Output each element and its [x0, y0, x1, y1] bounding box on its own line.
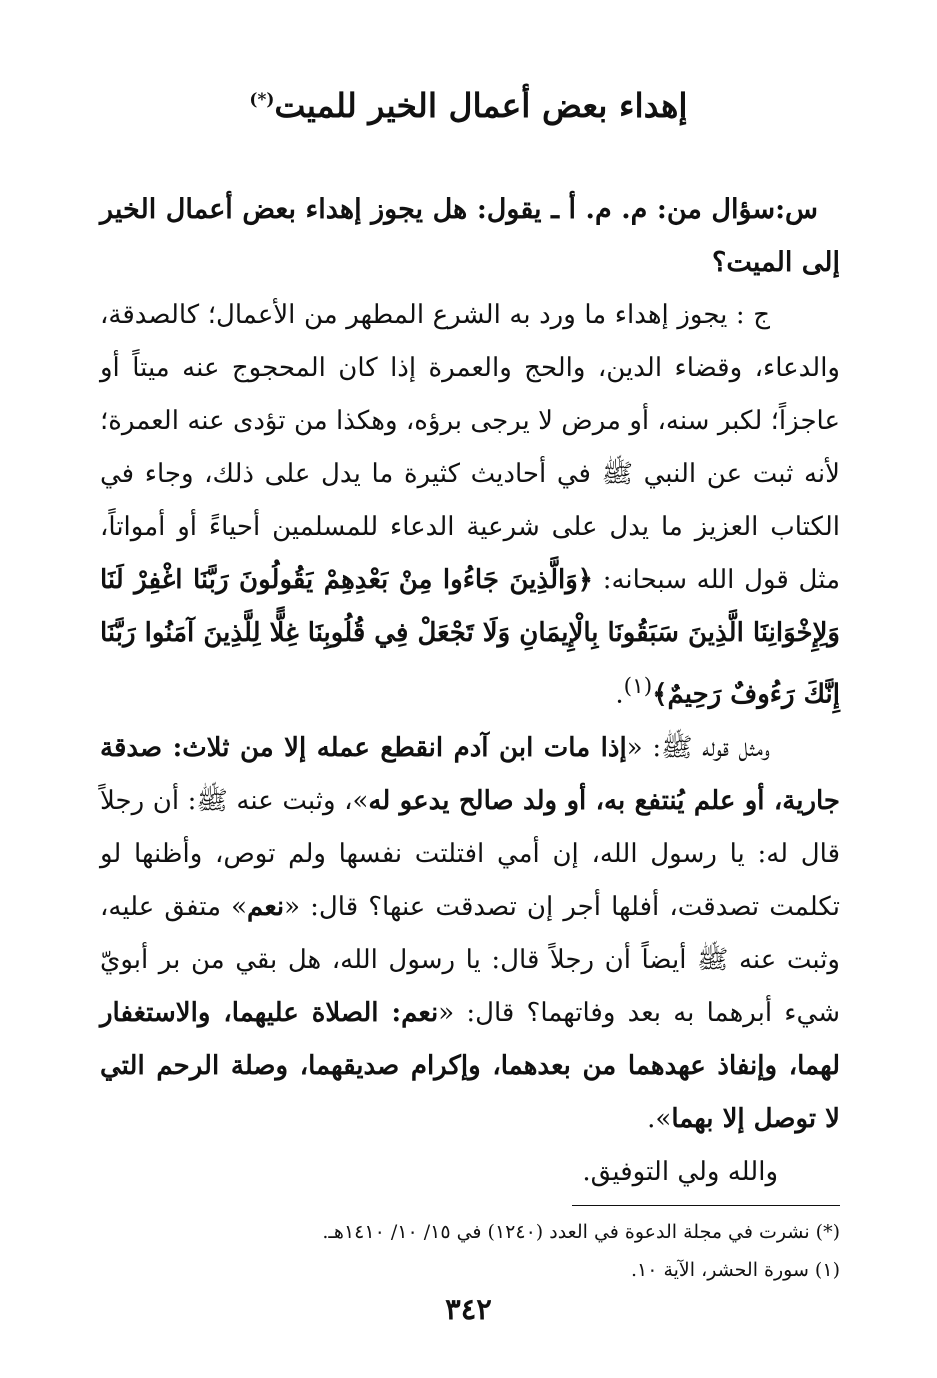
title-text: إهداء بعض أعمال الخير للميت [274, 86, 688, 125]
title-footnote-marker: (*) [249, 90, 275, 110]
hadith-end: ». [647, 1103, 672, 1134]
hadith-intro: ومثل قوله ﷺ: « [626, 732, 770, 763]
closing-line: والله ولي التوفيق. [582, 1156, 778, 1187]
narration-text: »، وثبت عنه ﷺ: أن رجلاً قال له: يا رسول الله، إن أمي افتلتت نفسها ولم توص، وأظنها لو تكلمت تصدقت، أفلها أجر إن تصدقت عنها؟ قال: « [100, 785, 841, 922]
verse-footnote-ref: (١) [623, 674, 653, 699]
answer-text-end: . [615, 679, 624, 710]
hadith-text-2: نعم: الصلاة عليهما، والاستغفار لهما، وإنفاذ عهدهما من بعدهما، وإكرام صديقهما، وصلة الرحم التي لا توصل إلا بهما [100, 997, 840, 1134]
footnote-1: (١) سورة الحشر، الآية ١٠. [630, 1259, 840, 1281]
body-text [100, 183, 840, 1199]
hadith-text-1: إذا مات ابن آدم انقطع عمله إلا من ثلاث: صدقة جارية، أو علم يُنتفع به، أو ولد صالح يدعو له [100, 732, 841, 816]
footnote-star: (*) نشرت في مجلة الدعوة في العدد (١٢٤٠) في ١٥/ ١٠/ ١٤١٠هـ. [322, 1221, 840, 1243]
page-title [0, 86, 937, 125]
question-paragraph: س:سؤال من: م. م. أ ـ يقول: هل يجوز إهداء بعض أعمال الخير إلى الميت؟ [100, 194, 840, 278]
answer-text: ج : يجوز إهداء ما ورد به الشرع المطهر من الأعمال؛ كالصدقة، والدعاء، وقضاء الدين، والحج والعمرة إذا كان المحجوج عنه ميتاً أو عاجزاً؛ لكبر سنه، أو مرض لا يرجى برؤه، وهكذا من تؤدى عنه العمرة؛ لأنه ثبت عن النبي ﷺ في أحاديث كثيرة ما يدل على ذلك، وجاء في الكتاب العزيز ما يدل على شرعية الدعاء للمسلمين أحياءً أو أمواتاً، مثل قول الله سبحانه: [100, 300, 840, 595]
page-number: ٣٤٢ [445, 1292, 492, 1326]
quran-verse: ﴿وَالَّذِينَ جَاءُوا مِنْ بَعْدِهِمْ يَقُولُونَ رَبَّنَا اغْفِرْ لَنَا وَلِإِخْوَانِنَا الَّذِينَ سَبَقُونَا بِالْإِيمَانِ وَلَا تَجْعَلْ فِي قُلُوبِنَا غِلًّا لِلَّذِينَ آمَنُوا رَبَّنَا إِنَّكَ رَءُوفٌ رَحِيمٌ﴾ [100, 565, 840, 710]
footnote-divider [572, 1205, 840, 1206]
narration-text-2: » متفق عليه، وثبت عنه ﷺ أيضاً أن رجلاً قال: يا رسول الله، هل بقي من بر أبويّ شيء أبرهما به بعد وفاتهما؟ قال: « [100, 891, 840, 1028]
answer-paragraph-1 [100, 289, 840, 722]
footnotes [100, 1213, 840, 1289]
answer-paragraph-2 [100, 722, 840, 1146]
hadith-answer-yes: نعم [247, 891, 285, 922]
